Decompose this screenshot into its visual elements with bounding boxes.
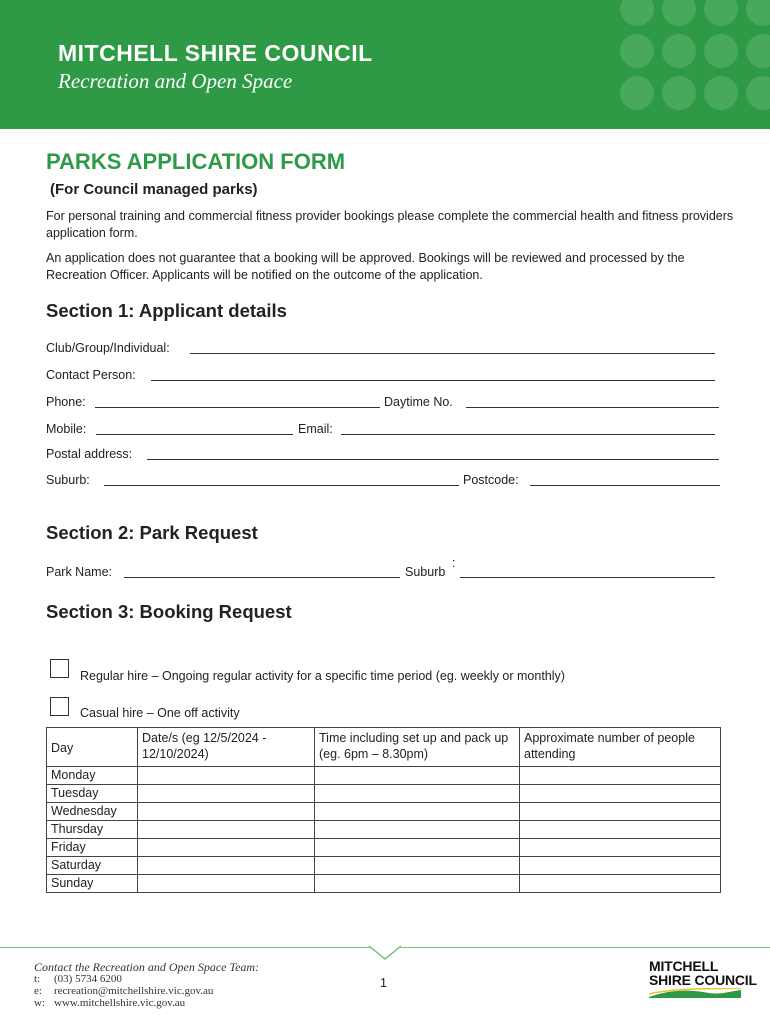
dates-cell[interactable] — [138, 785, 315, 803]
banner-decoration — [704, 0, 738, 26]
park-suburb-label: Suburb — [405, 565, 446, 579]
banner-decoration — [620, 0, 654, 26]
header-attendance: Approximate number of people attending — [520, 728, 721, 767]
casual-hire-checkbox[interactable] — [50, 697, 69, 716]
header-day: Day — [47, 728, 138, 767]
email-label: Email: — [298, 422, 333, 436]
banner-decoration — [746, 34, 770, 68]
suburb-label: Suburb: — [46, 473, 90, 487]
phone-field[interactable] — [95, 407, 380, 408]
dates-cell[interactable] — [138, 875, 315, 893]
postal-address-field[interactable] — [147, 459, 719, 460]
page-number: 1 — [380, 976, 387, 990]
casual-hire-label: Casual hire – One off activity — [80, 706, 240, 720]
time-cell[interactable] — [315, 767, 520, 785]
dates-cell[interactable] — [138, 839, 315, 857]
time-cell[interactable] — [315, 839, 520, 857]
page-title: PARKS APPLICATION FORM — [46, 149, 346, 174]
daytime-label: Daytime No. — [384, 395, 453, 409]
postcode-label: Postcode: — [463, 473, 519, 487]
attendance-cell[interactable] — [520, 857, 721, 875]
dates-cell[interactable] — [138, 767, 315, 785]
logo-hills-icon — [649, 988, 741, 998]
contact-phone-row — [34, 973, 122, 985]
mobile-field[interactable] — [96, 434, 293, 435]
table-row — [47, 875, 721, 893]
park-name-field[interactable] — [124, 577, 400, 578]
contact-heading: Contact the Recreation and Open Space Team: — [34, 960, 260, 974]
dates-cell[interactable] — [138, 803, 315, 821]
attendance-cell[interactable] — [520, 767, 721, 785]
suburb-field[interactable] — [104, 485, 459, 486]
header-banner — [0, 0, 770, 129]
banner-decoration — [746, 0, 770, 26]
postcode-field[interactable] — [530, 485, 720, 486]
contact-web-row — [34, 997, 185, 1009]
intro-paragraph: For personal training and commercial fitness provider bookings please complete the commercial health and fitness providers application form. — [46, 209, 734, 240]
day-cell: Friday — [47, 839, 138, 857]
banner-decoration — [704, 34, 738, 68]
club-label: Club/Group/Individual: — [46, 341, 170, 355]
postal-address-label: Postal address: — [46, 447, 133, 461]
time-cell[interactable] — [315, 821, 520, 839]
banner-decoration — [620, 34, 654, 68]
table-header-row — [47, 728, 721, 767]
email-key: e: — [34, 985, 42, 997]
attendance-cell[interactable] — [520, 785, 721, 803]
table-row — [47, 767, 721, 785]
logo-line-1: MITCHELL — [649, 958, 719, 974]
day-cell: Thursday — [47, 821, 138, 839]
regular-hire-checkbox[interactable] — [50, 659, 69, 678]
table-row — [47, 785, 721, 803]
dates-cell[interactable] — [138, 821, 315, 839]
daytime-field[interactable] — [466, 407, 719, 408]
regular-hire-label: Regular hire – Ongoing regular activity for a specific time period (eg. weekly or monthly) — [80, 669, 565, 683]
contact-email[interactable]: recreation@mitchellshire.vic.gov.au — [54, 985, 214, 997]
contact-person-label: Contact Person: — [46, 368, 136, 382]
day-cell: Sunday — [47, 875, 138, 893]
park-suburb-colon: : — [452, 556, 456, 570]
chevron-down-icon — [368, 945, 402, 961]
banner-decoration — [662, 34, 696, 68]
dates-cell[interactable] — [138, 857, 315, 875]
booking-table — [46, 727, 721, 893]
time-cell[interactable] — [315, 785, 520, 803]
department-name: Recreation and Open Space — [58, 69, 293, 93]
contact-website[interactable]: www.mitchellshire.vic.gov.au — [54, 997, 186, 1009]
header-time: Time including set up and pack up (eg. 6pm – 8.30pm) — [315, 728, 520, 767]
table-row — [47, 857, 721, 875]
table-row — [47, 803, 721, 821]
table-row — [47, 839, 721, 857]
logo-line-2: SHIRE COUNCIL — [649, 972, 757, 988]
club-field[interactable] — [190, 353, 715, 354]
banner-decoration — [704, 76, 738, 110]
header-dates: Date/s (eg 12/5/2024 - 12/10/2024) — [138, 728, 315, 767]
phone-key: t: — [34, 973, 41, 985]
page-subtitle: (For Council managed parks) — [50, 181, 258, 198]
day-cell: Monday — [47, 767, 138, 785]
council-name: MITCHELL SHIRE COUNCIL — [58, 40, 373, 66]
banner-decoration — [662, 76, 696, 110]
banner-decoration — [746, 76, 770, 110]
attendance-cell[interactable] — [520, 875, 721, 893]
day-cell: Wednesday — [47, 803, 138, 821]
day-cell: Tuesday — [47, 785, 138, 803]
mobile-label: Mobile: — [46, 422, 87, 436]
park-name-label: Park Name: — [46, 565, 112, 579]
attendance-cell[interactable] — [520, 839, 721, 857]
section-3-heading: Section 3: Booking Request — [46, 601, 292, 622]
time-cell[interactable] — [315, 803, 520, 821]
phone-label: Phone: — [46, 395, 86, 409]
email-field[interactable] — [341, 434, 715, 435]
contact-phone: (03) 5734 6200 — [54, 973, 122, 985]
contact-email-row — [34, 985, 213, 997]
council-logo — [649, 959, 757, 998]
contact-person-field[interactable] — [151, 380, 715, 381]
park-suburb-field[interactable] — [460, 577, 715, 578]
time-cell[interactable] — [315, 857, 520, 875]
time-cell[interactable] — [315, 875, 520, 893]
section-1-heading: Section 1: Applicant details — [46, 300, 287, 321]
banner-decoration — [662, 0, 696, 26]
day-cell: Saturday — [47, 857, 138, 875]
web-key: w: — [34, 997, 45, 1009]
banner-decoration — [620, 76, 654, 110]
table-row — [47, 821, 721, 839]
attendance-cell[interactable] — [520, 803, 721, 821]
attendance-cell[interactable] — [520, 821, 721, 839]
disclaimer-paragraph: An application does not guarantee that a booking will be approved. Bookings will be reviewed and processed by the Recreation Officer. Applicants will be notified on the outcome of the application. — [46, 251, 685, 282]
section-2-heading: Section 2: Park Request — [46, 522, 258, 543]
